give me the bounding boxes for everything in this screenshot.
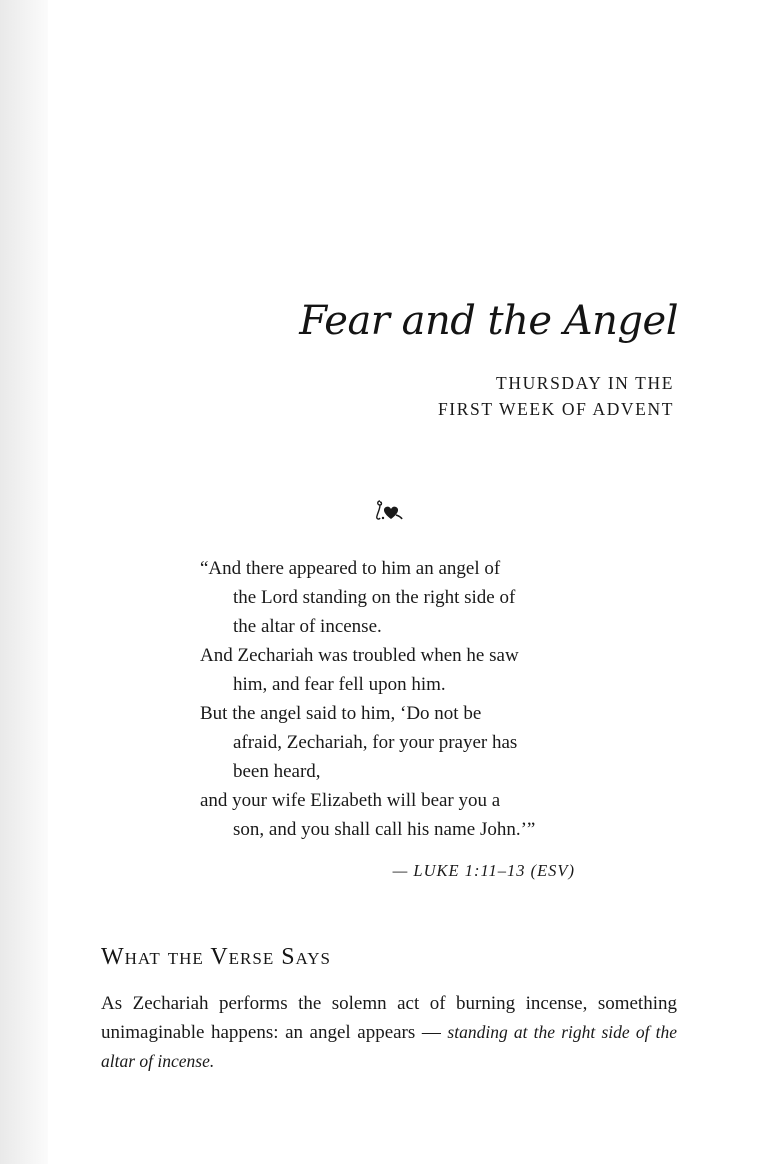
verse-line: and your wife Elizabeth will bear you a: [200, 790, 501, 811]
scripture-verse: [200, 554, 600, 844]
chapter-subtitle: [438, 370, 674, 422]
verse-line: been heard,: [233, 761, 321, 782]
verse-line: the altar of incense.: [233, 616, 382, 637]
chapter-title: Fear and the Angel: [299, 298, 678, 344]
verse-line: “And there appeared to him an angel of: [200, 558, 501, 579]
body-italic-quote: standing at the right side of the altar of incense.: [101, 1022, 677, 1071]
verse-citation: — LUKE 1:11–13 (ESV): [392, 861, 575, 880]
verse-line: son, and you shall call his name John.’”: [233, 819, 536, 840]
verse-line: But the angel said to him, ‘Do not be: [200, 703, 482, 724]
body-paragraph: [101, 989, 677, 1076]
verse-line: And Zechariah was troubled when he saw: [200, 645, 519, 666]
body-text: As Zechariah performs the solemn act of burning incense, something unimaginable happens: an angel appears —: [101, 993, 677, 1043]
verse-line: the Lord standing on the right side of: [233, 587, 516, 608]
subtitle-line: THURSDAY IN THE: [496, 373, 674, 393]
subtitle-line: FIRST WEEK OF ADVENT: [437, 399, 674, 419]
verse-line: afraid, Zechariah, for your prayer has: [233, 732, 518, 753]
verse-line: him, and fear fell upon him.: [233, 674, 446, 695]
floral-heart-ornament-icon: [374, 497, 404, 523]
section-heading: What the Verse Says: [101, 944, 332, 970]
page-gutter-shadow: [0, 0, 48, 1164]
